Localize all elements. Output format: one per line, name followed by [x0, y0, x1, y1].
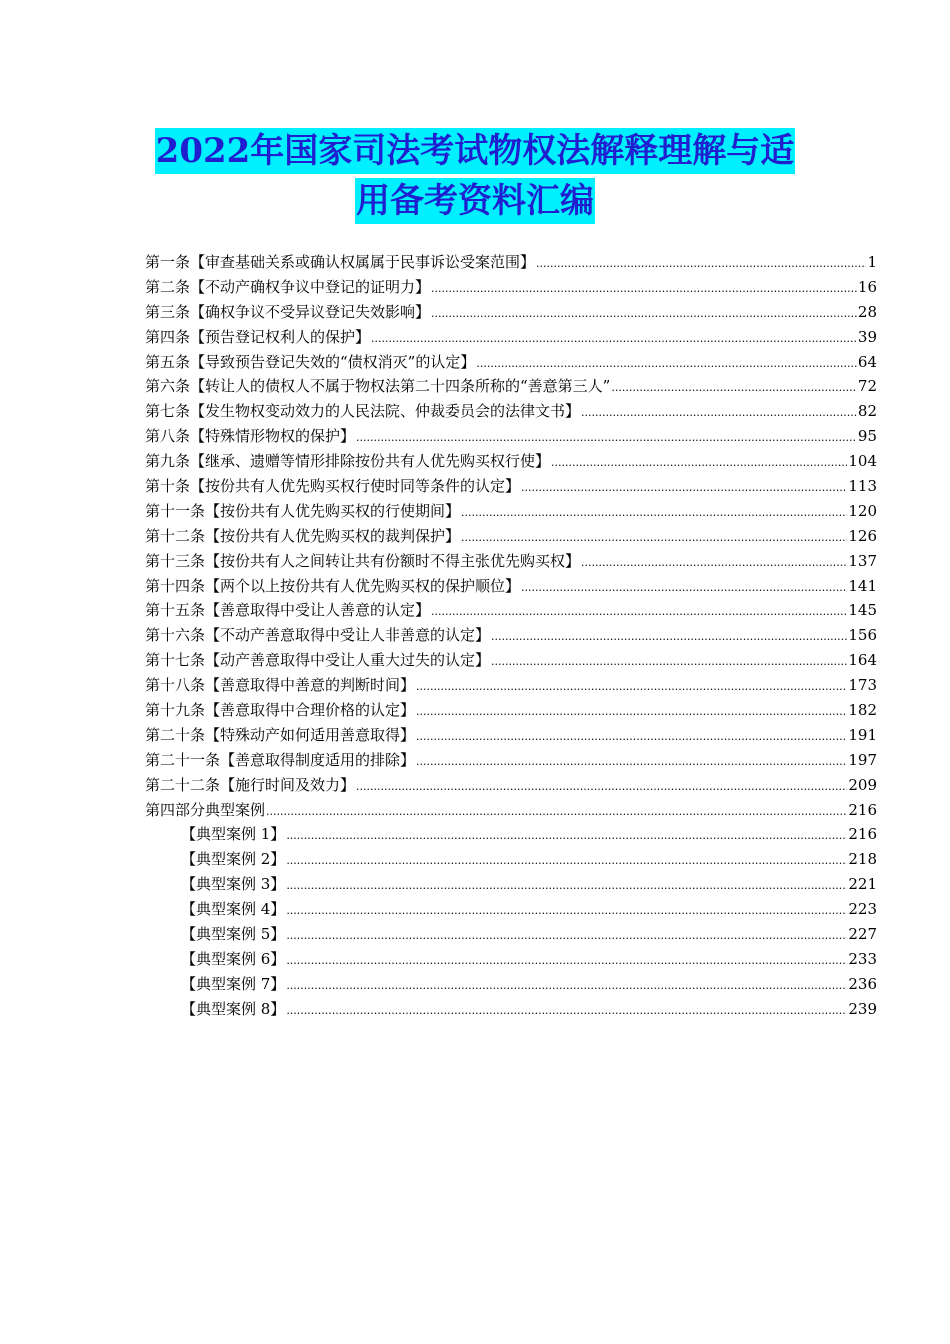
- toc-entry-page-number: 28: [857, 302, 877, 321]
- toc-dot-leader: [416, 750, 847, 775]
- toc-entry[interactable]: [145, 648, 877, 673]
- toc-dot-leader: [416, 675, 847, 700]
- toc-dot-leader: [491, 625, 847, 650]
- toc-dot-leader: [356, 426, 857, 451]
- toc-entry-page-number: 239: [848, 999, 877, 1018]
- toc-dot-leader: [461, 526, 847, 551]
- title-line-2: 用备考资料汇编: [355, 178, 595, 224]
- toc-entry[interactable]: [145, 872, 877, 897]
- toc-dot-leader: [371, 327, 857, 352]
- toc-entry[interactable]: [145, 798, 877, 823]
- toc-entry[interactable]: [145, 350, 877, 375]
- toc-entry[interactable]: [145, 822, 877, 847]
- title-line-1: 2022年国家司法考试物权法解释理解与适: [155, 128, 796, 174]
- toc-dot-leader: [581, 551, 847, 576]
- toc-dot-leader: [536, 252, 866, 277]
- toc-entry-label: 第十五条【善意取得中受让人善意的认定】: [145, 601, 431, 620]
- toc-dot-leader: [431, 277, 857, 302]
- toc-entry[interactable]: [145, 499, 877, 524]
- toc-entry-label: 【典型案例 1】: [181, 825, 286, 844]
- toc-entry-page-number: 141: [848, 576, 877, 595]
- toc-entry-label: 【典型案例 5】: [181, 925, 286, 944]
- toc-entry[interactable]: [145, 598, 877, 623]
- toc-entry[interactable]: [145, 623, 877, 648]
- toc-entry-page-number: 221: [848, 875, 877, 894]
- toc-entry-page-number: 156: [848, 626, 877, 645]
- toc-dot-leader: [286, 824, 847, 849]
- toc-entry-label: 第十四条【两个以上按份共有人优先购买权的保护顺位】: [145, 576, 521, 595]
- toc-dot-leader: [461, 501, 847, 526]
- toc-dot-leader: [416, 725, 847, 750]
- document-title: [0, 128, 950, 228]
- toc-entry-page-number: 233: [848, 949, 877, 968]
- toc-entry-label: 【典型案例 4】: [181, 900, 286, 919]
- toc-dot-leader: [611, 376, 857, 401]
- toc-entry[interactable]: [145, 922, 877, 947]
- toc-entry-page-number: 218: [848, 850, 877, 869]
- toc-entry-label: 第十七条【动产善意取得中受让人重大过失的认定】: [145, 651, 491, 670]
- toc-dot-leader: [476, 352, 857, 377]
- toc-entry-page-number: 182: [848, 701, 877, 720]
- toc-entry[interactable]: [145, 424, 877, 449]
- toc-entry-label: 第四部分典型案例: [145, 800, 266, 819]
- toc-entry-label: 第十八条【善意取得中善意的判断时间】: [145, 676, 416, 695]
- toc-entry-label: 第二十条【特殊动产如何适用善意取得】: [145, 725, 416, 744]
- toc-entry-label: 第八条【特殊情形物权的保护】: [145, 427, 356, 446]
- toc-entry-page-number: 216: [848, 800, 877, 819]
- toc-entry-page-number: 236: [848, 974, 877, 993]
- toc-entry-page-number: 164: [848, 651, 877, 670]
- toc-entry-label: 第四条【预告登记权利人的保护】: [145, 327, 371, 346]
- toc-entry-label: 第十条【按份共有人优先购买权行使时同等条件的认定】: [145, 477, 521, 496]
- toc-entry-label: 第十九条【善意取得中合理价格的认定】: [145, 701, 416, 720]
- toc-entry[interactable]: [145, 997, 877, 1022]
- toc-entry-page-number: 82: [857, 402, 877, 421]
- toc-entry-label: 【典型案例 7】: [181, 974, 286, 993]
- toc-dot-leader: [266, 800, 847, 825]
- toc-entry-page-number: 64: [857, 352, 877, 371]
- toc-entry-label: 第十二条【按份共有人优先购买权的裁判保护】: [145, 526, 461, 545]
- toc-entry-label: 【典型案例 3】: [181, 875, 286, 894]
- toc-dot-leader: [286, 949, 847, 974]
- toc-entry-label: 第六条【转让人的债权人不属于物权法第二十四条所称的“善意第三人”: [145, 377, 611, 396]
- toc-entry[interactable]: [145, 847, 877, 872]
- toc-dot-leader: [491, 650, 847, 675]
- toc-entry-label: 【典型案例 6】: [181, 949, 286, 968]
- toc-entry-page-number: 216: [848, 825, 877, 844]
- toc-entry[interactable]: [145, 748, 877, 773]
- toc-entry-label: 第一条【审查基础关系或确认权属属于民事诉讼受案范围】: [145, 253, 536, 271]
- toc-entry[interactable]: [145, 698, 877, 723]
- toc-entry-page-number: 104: [848, 452, 877, 471]
- toc-entry[interactable]: [145, 524, 877, 549]
- toc-entry-label: 第九条【继承、遗赠等情形排除按份共有人优先购买权行使】: [145, 452, 551, 471]
- toc-entry-page-number: 191: [848, 725, 877, 744]
- toc-entry-label: 第二条【不动产确权争议中登记的证明力】: [145, 277, 431, 296]
- toc-entry-page-number: 1: [867, 253, 877, 271]
- toc-entry-page-number: 16: [857, 277, 877, 296]
- toc-entry-page-number: 173: [848, 676, 877, 695]
- table-of-contents: [145, 250, 877, 1022]
- toc-dot-leader: [286, 849, 847, 874]
- toc-entry-label: 第三条【确权争议不受异议登记失效影响】: [145, 302, 431, 321]
- toc-dot-leader: [286, 874, 847, 899]
- toc-entry[interactable]: [145, 275, 877, 300]
- toc-entry[interactable]: [145, 474, 877, 499]
- toc-entry[interactable]: [145, 549, 877, 574]
- toc-entry[interactable]: [145, 449, 877, 474]
- toc-entry[interactable]: [145, 325, 877, 350]
- toc-entry[interactable]: [145, 723, 877, 748]
- toc-dot-leader: [286, 899, 847, 924]
- toc-dot-leader: [581, 401, 857, 426]
- toc-entry-label: 第十一条【按份共有人优先购买权的行使期间】: [145, 501, 461, 520]
- toc-entry-label: 第五条【导致预告登记失效的“债权消灭”的认定】: [145, 352, 476, 371]
- toc-entry-label: 第七条【发生物权变动效力的人民法院、仲裁委员会的法律文书】: [145, 402, 581, 421]
- toc-entry[interactable]: [145, 673, 877, 698]
- toc-entry-page-number: 209: [848, 775, 877, 794]
- toc-dot-leader: [431, 600, 847, 625]
- toc-entry-label: 第二十二条【施行时间及效力】: [145, 775, 356, 794]
- toc-entry-page-number: 227: [848, 925, 877, 944]
- toc-entry-page-number: 95: [857, 427, 877, 446]
- toc-entry-page-number: 197: [848, 750, 877, 769]
- toc-entry-page-number: 223: [848, 900, 877, 919]
- toc-entry-label: 【典型案例 2】: [181, 850, 286, 869]
- toc-entry[interactable]: [145, 947, 877, 972]
- toc-entry-page-number: 113: [848, 477, 877, 496]
- toc-entry-label: 第二十一条【善意取得制度适用的排除】: [145, 750, 416, 769]
- toc-entry-label: 第十六条【不动产善意取得中受让人非善意的认定】: [145, 626, 491, 645]
- toc-dot-leader: [521, 576, 847, 601]
- toc-entry-page-number: 137: [848, 551, 877, 570]
- toc-entry[interactable]: [145, 773, 877, 798]
- toc-entry[interactable]: [145, 300, 877, 325]
- toc-entry-page-number: 126: [848, 526, 877, 545]
- toc-dot-leader: [521, 476, 847, 501]
- toc-entry-page-number: 120: [848, 501, 877, 520]
- toc-dot-leader: [286, 974, 847, 999]
- toc-dot-leader: [286, 999, 847, 1024]
- toc-dot-leader: [416, 700, 847, 725]
- toc-entry[interactable]: [145, 399, 877, 424]
- toc-entry[interactable]: [145, 897, 877, 922]
- toc-entry-page-number: 145: [848, 601, 877, 620]
- toc-entry-label: 【典型案例 8】: [181, 999, 286, 1018]
- toc-entry-page-number: 72: [857, 377, 877, 396]
- toc-entry[interactable]: [145, 374, 877, 399]
- toc-entry[interactable]: [145, 250, 877, 275]
- toc-dot-leader: [551, 451, 847, 476]
- toc-entry-page-number: 39: [857, 327, 877, 346]
- toc-dot-leader: [431, 302, 857, 327]
- toc-entry[interactable]: [145, 574, 877, 599]
- toc-dot-leader: [356, 775, 847, 800]
- toc-dot-leader: [286, 924, 847, 949]
- toc-entry[interactable]: [145, 972, 877, 997]
- toc-entry-label: 第十三条【按份共有人之间转让共有份额时不得主张优先购买权】: [145, 551, 581, 570]
